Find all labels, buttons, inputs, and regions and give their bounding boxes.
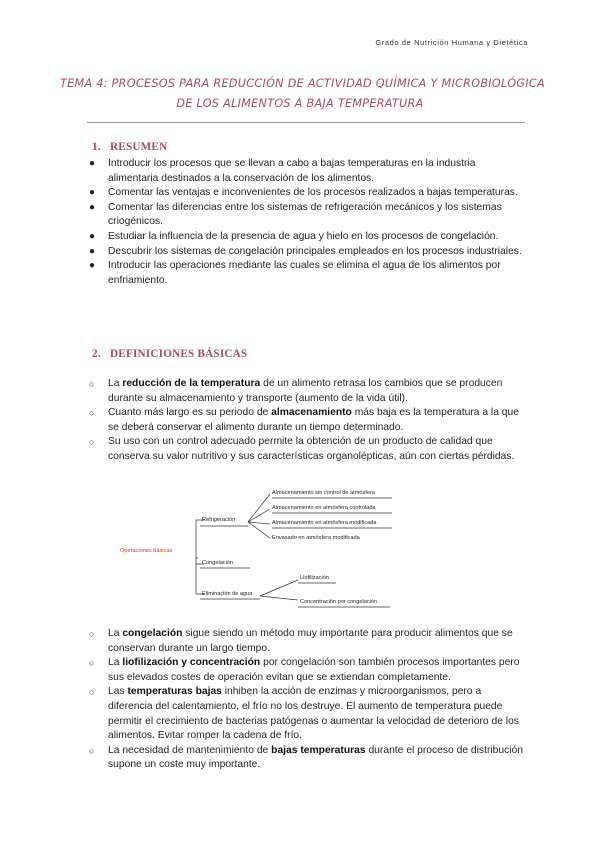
list-item-post-text: de un alimento retrasa los cambios que se producen durante su almacenamiento y transporte (aumento de la vida útil). [108, 378, 503, 404]
list-item-bold-text: bajas temperaturas [271, 744, 366, 756]
diagram-ref-child-1: Almacenamiento sin control de atmósfera [272, 490, 375, 496]
course-header: Grado de Nutrición Humana y Dietética [375, 38, 528, 47]
bullet-circle-icon: ○ [89, 408, 95, 419]
list-item [88, 435, 528, 464]
elim-branch-2 [260, 596, 298, 600]
list-item-post-text: por congelación son también procesos importantes pero sus elevados costes de operación evitan que se extiendan completamente. [108, 657, 520, 683]
list-item-post-text: durante el proceso de distribución supone un coste muy importante. [108, 744, 524, 771]
bullet-dot-icon: ● [89, 245, 96, 257]
list-item-text: Estudiar la influencia de la presencia de agua y hielo en los procesos de congelación. [108, 230, 499, 242]
diagram-ref-child-4: Envasado en atmósfera modificada [272, 535, 360, 541]
section-2-heading [92, 348, 247, 360]
list-item [88, 230, 528, 245]
ref-branch-4 [248, 522, 270, 538]
list-item-bold-text: congelación [122, 628, 183, 639]
section-2-number: 2. [92, 348, 101, 360]
list-item-pre-text: La necesidad de mantenimiento de [108, 744, 272, 756]
list-item [88, 377, 528, 406]
section-1-title: RESUMEN [110, 141, 168, 153]
list-item-text: Comentar las diferencias entre los sistemas de refrigeración mecánicos y los sistemas criogénicos. [108, 201, 502, 228]
diagram-elim-child-1: Liofilización [300, 575, 329, 581]
diagram-elim-child-2: Concentración por congelación [300, 599, 378, 605]
elim-branch-1 [260, 580, 298, 596]
list-item-pre-text: La [108, 378, 123, 389]
ref-branch-3 [248, 522, 270, 524]
bullet-circle-icon: ○ [89, 629, 95, 639]
list-item-pre-text: Cuanto más largo es su periodo de [108, 407, 272, 419]
definitions-list-b [88, 627, 528, 773]
list-item-bold-text: liofilización y concentración [122, 657, 261, 669]
bullet-dot-icon: ● [89, 230, 96, 242]
list-item [88, 201, 528, 230]
list-item [88, 406, 528, 435]
diagram-root-label: Operaciones básicas [120, 548, 173, 554]
bullet-circle-icon: ○ [89, 437, 95, 448]
list-item-post-text: inhiben la acción de enzimas y microorganismos, pero a diferencia del calentamiento, el frío no los destruye. El aumento de temperatura puede permitir el crecimiento de bacterias patógenas o aumentar la velocidad de deterioro de los alimentos. Evitar romper la cadena de frío. [108, 686, 519, 742]
bullet-dot-icon: ● [89, 260, 96, 272]
list-item-text: Descubrir los sistemas de congelación principales empleados en los procesos industriales. [108, 245, 522, 257]
list-item-text: Introducir las operaciones mediante las cuales se elimina el agua de los alimentos por enfriamiento. [108, 260, 501, 286]
list-item [88, 744, 528, 773]
list-item [88, 656, 528, 685]
list-item-pre-text: La [108, 628, 123, 639]
bullet-circle-icon: ○ [89, 687, 95, 698]
title-divider [87, 122, 525, 123]
bullet-circle-icon: ○ [89, 745, 95, 756]
diagram-eliminacion-label: Eliminación de agua [202, 591, 253, 597]
bullet-dot-icon: ● [89, 201, 96, 213]
list-item [88, 685, 528, 743]
list-item-bold-text: reducción de la temperatura [122, 378, 261, 389]
diagram-congelacion-label: Congelación [202, 560, 234, 566]
title-line-1: TEMA 4: PROCESOS PARA REDUCCIÓN DE ACTIVIDAD QUÍMICA Y MICROBIOLÓGICA [60, 77, 545, 90]
bullet-dot-icon: ● [89, 158, 96, 169]
list-item-pre-text: Su uso con un control adecuado permite la obtención de un producto de calidad que conserva su valor nutritivo y sus características organolépticas, aún con ciertas pérdidas. [108, 436, 515, 462]
list-item [88, 627, 528, 656]
page-title [60, 74, 545, 114]
list-item [88, 259, 528, 288]
section-2-title: DEFINICIONES BÁSICAS [110, 348, 248, 360]
bullet-circle-icon: ○ [89, 658, 95, 669]
section-1-number: 1. [92, 141, 101, 153]
list-item [88, 245, 528, 260]
ref-branch-1 [248, 494, 270, 522]
list-item-text: Comentar las ventajas e inconvenientes de los procesos realizados a bajas temperaturas. [108, 187, 518, 199]
list-item-bold-text: temperaturas bajas [127, 686, 222, 698]
list-item [88, 157, 528, 186]
list-item-text: Introducir los procesos que se llevan a cabo a bajas temperaturas en la industria alimentaria destinados a la conservación de los alimentos. [108, 158, 476, 184]
operations-diagram [120, 486, 420, 616]
definitions-list-a [88, 377, 528, 465]
ref-branch-2 [248, 509, 270, 522]
title-line-2: DE LOS ALIMENTOS A BAJA TEMPERATURA [176, 97, 424, 110]
diagram-refrigeracion-label: Refrigeración [202, 517, 236, 523]
diagram-ref-child-3: Almacenamiento en atmósfera modificada [272, 520, 377, 526]
bullet-circle-icon: ○ [89, 379, 95, 389]
section-1-heading [92, 141, 167, 153]
list-item-bold-text: almacenamiento [271, 407, 352, 419]
diagram-ref-child-2: Almacenamiento en atmósfera controlada [272, 505, 376, 511]
list-item-pre-text: La [108, 657, 123, 669]
bullet-dot-icon: ● [89, 187, 96, 199]
list-item-post-text: sigue siendo un método muy importante para producir alimentos que se conservan durante un largo tiempo. [108, 628, 513, 654]
summary-list [88, 157, 528, 288]
list-item-post-text: más baja es la temperatura a la que se deberá conservar el alimento durante un tiempo determinado. [108, 407, 519, 433]
list-item [88, 186, 528, 201]
list-item-pre-text: Las [108, 686, 128, 698]
root-to-eliminacion-line [196, 564, 204, 594]
